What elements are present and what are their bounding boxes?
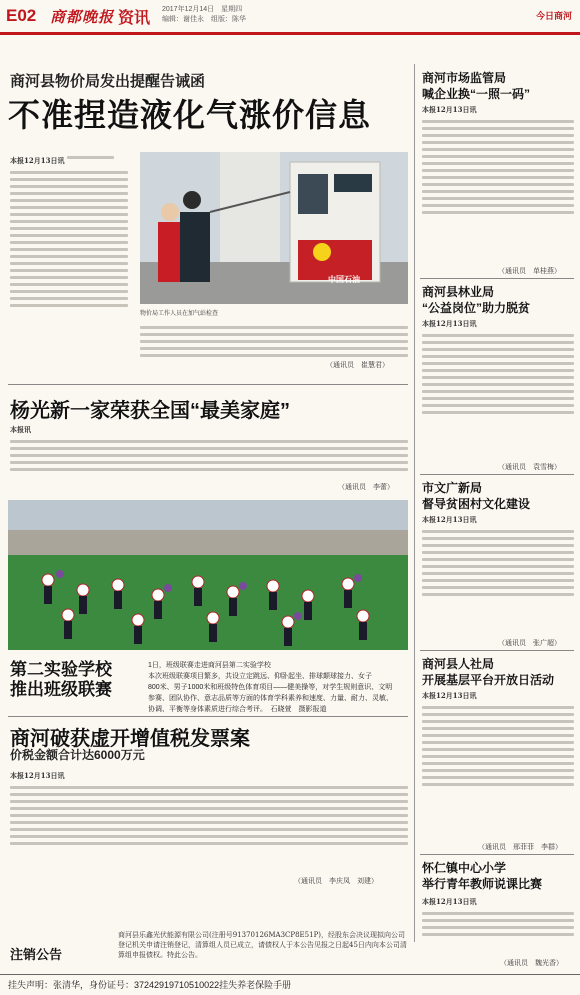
- tax-headline: 商河破获虚开增值税发票案: [10, 728, 250, 750]
- section-tag: 今日商河: [535, 11, 572, 21]
- school-caption: [148, 660, 410, 715]
- lead-kicker: 商河县物价局发出提醒告诫函: [10, 73, 206, 90]
- culture-headline-line-2: 督导贫困村文化建设: [422, 497, 531, 511]
- family-dateline: 本报讯: [10, 425, 31, 434]
- forestry-headline-line-2: “公益岗位”助力脱贫: [422, 301, 531, 315]
- forestry-author: （通讯员 袁雪梅）: [498, 464, 561, 471]
- rule-1: [8, 384, 408, 385]
- culture-body: [422, 514, 574, 634]
- social-author: （通讯员 邢菲菲 李群）: [478, 844, 562, 851]
- gas-photo-caption: 物价局工作人员在加气站检查: [140, 311, 219, 317]
- family-body: [10, 424, 408, 490]
- lead-body-col-1: [10, 152, 128, 382]
- forestry-headline-line-1: 商河县林业局: [422, 285, 495, 299]
- forestry-dateline: 本报12月13日讯: [422, 319, 477, 328]
- side-rule-1: [420, 278, 574, 279]
- lead-author: （通讯员 崔慧君）: [326, 362, 389, 369]
- page-header: [0, 0, 580, 34]
- school-caption-line: 协调、平衡等身体素质进行综合考评。 石晓萱 摄影报道: [148, 706, 327, 713]
- school-headline: [10, 660, 112, 700]
- market-author: （通讯员 单桂燕）: [498, 268, 561, 275]
- family-author: （通讯员 李蕾）: [338, 484, 394, 491]
- notice-text: 商河县乐鑫光伏能源有限公司(注册号91370126MA3CP8E51P)，经股东会决议现拟向公司登记机关申请注销登记，清算组人员已成立，请债权人于本公告见报之日起45日内向本公司清算组申报债权。特此公告。: [118, 931, 407, 959]
- social-headline-line-1: 商河县人社局: [422, 657, 495, 671]
- market-body: [422, 104, 574, 264]
- gas-station-illustration: [140, 152, 408, 304]
- market-headline-line-1: 商河市场监管局: [422, 71, 507, 85]
- tax-subhead: 价税金额合计达6000万元: [10, 748, 145, 762]
- culture-dateline: 本报12月13日讯: [422, 515, 477, 524]
- school-caption-line: 本次班级联赛项目繁多，共设立定跳远、仰卧起坐、排球颠球接力、女子: [148, 673, 372, 680]
- column-divider: [414, 64, 415, 942]
- school-caption-line: 800米、男子1000米和班级特色体育项目——健美操等，对学生规则意识、文明: [148, 684, 393, 691]
- market-headline-line-2: 喊企业换“一照一码”: [422, 87, 531, 101]
- newspaper-logo: 商都晚报: [50, 8, 115, 26]
- rule-2: [8, 716, 408, 717]
- page-number: E02: [6, 6, 37, 25]
- lead-dateline: 本报12月13日讯: [10, 156, 65, 165]
- school-caption-line: 1日，班级联赛走进商河县第二实验学校: [148, 662, 271, 669]
- forestry-headline: [422, 284, 574, 316]
- teacher-headline-line-2: 举行青年教师说课比赛: [422, 877, 543, 891]
- culture-headline: [422, 480, 574, 512]
- footer-notice: 挂失声明：张清华，身份证号：37242919710510022挂失养老保险手册: [8, 980, 292, 990]
- tax-dateline: 本报12月13日讯: [10, 771, 65, 780]
- footer-rule: [0, 974, 580, 975]
- tax-body: [10, 770, 408, 866]
- students-exercise-illustration: [8, 500, 408, 650]
- side-rule-2: [420, 474, 574, 475]
- social-headline: [422, 656, 574, 688]
- side-rule-4: [420, 854, 574, 855]
- market-dateline: 本报12月13日讯: [422, 105, 477, 114]
- teacher-dateline: 本报12月13日讯: [422, 897, 477, 906]
- school-headline-line-1: 第二实验学校: [10, 660, 112, 679]
- header-rule: [0, 32, 580, 35]
- teacher-headline: [422, 860, 574, 892]
- section-title: 资讯: [118, 8, 151, 27]
- social-headline-line-2: 开展基层平台开放日活动: [422, 673, 555, 687]
- social-body: [422, 690, 574, 836]
- social-dateline: 本报12月13日讯: [422, 691, 477, 700]
- culture-headline-line-1: 市文广新局: [422, 481, 483, 495]
- market-headline: [422, 70, 574, 102]
- issue-editors: 编辑：谢佳永 组版：陈华: [162, 16, 246, 23]
- culture-author: （通讯员 张广超）: [498, 640, 561, 647]
- issue-date: 2017年12月14日 星期四: [162, 6, 243, 13]
- sign-text: 中国石油: [328, 275, 360, 284]
- school-photo: [8, 500, 408, 650]
- teacher-author: （通讯员 魏光香）: [500, 960, 563, 967]
- notice-title: 注销公告: [10, 947, 63, 962]
- gas-station-photo: [140, 152, 408, 304]
- tax-author: （通讯员 李庆凤 刘建）: [294, 878, 378, 885]
- teacher-headline-line-1: 怀仁镇中心小学: [422, 861, 507, 875]
- forestry-body: [422, 318, 574, 460]
- lead-headline: 不准捏造液化气涨价信息: [8, 97, 372, 133]
- school-headline-line-2: 推出班级联赛: [10, 680, 112, 699]
- issue-meta: [162, 5, 246, 25]
- family-headline: 杨光新一家荣获全国“最美家庭”: [10, 400, 290, 422]
- school-caption-line: 参赛、团队协作、意志品质等方面的体育学科素养和速度、力量、耐力、灵敏、: [148, 695, 393, 702]
- teacher-body: [422, 896, 574, 952]
- side-rule-3: [420, 650, 574, 651]
